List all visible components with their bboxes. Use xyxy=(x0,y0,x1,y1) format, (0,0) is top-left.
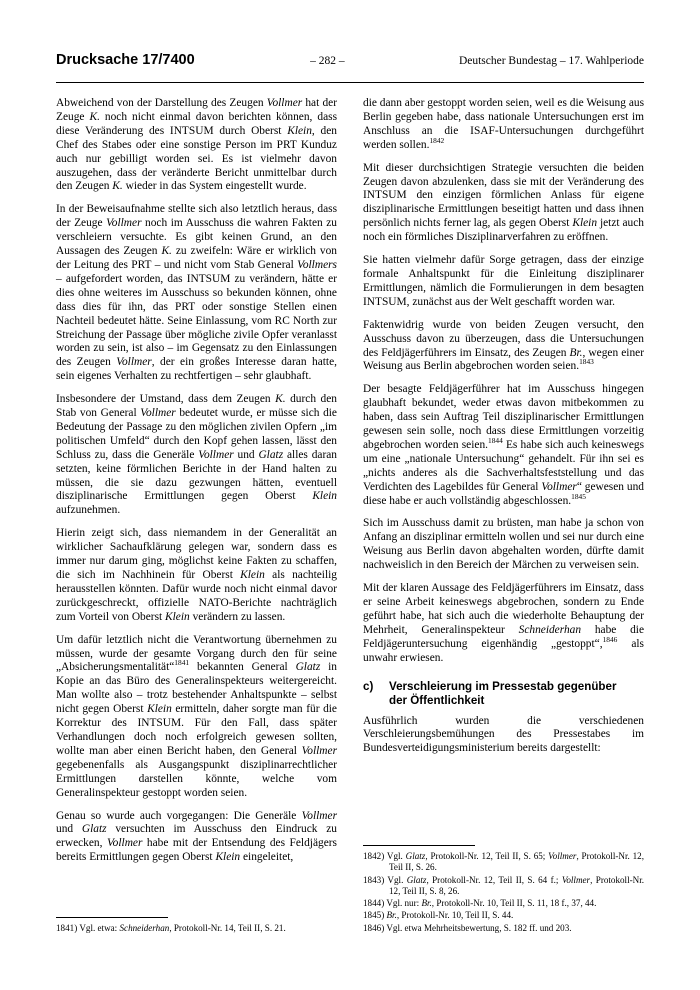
page-header xyxy=(56,52,644,78)
document-identifier xyxy=(56,52,195,68)
section-title-line1: Verschleierung im Pressestab gegenüber xyxy=(389,679,617,693)
footnote: 1845) Br., Protokoll-Nr. 10, Teil II, S. 44. xyxy=(363,910,514,921)
left-footnotes xyxy=(56,912,337,935)
right-column xyxy=(363,97,644,935)
footnote: 1843) Vgl. Glatz, Protokoll-Nr. 12, Teil II, S. 64 f.; Vollmer, Protokoll-Nr. 12, Teil II, S. 8, 26. xyxy=(363,874,645,896)
paragraph: Genau so wurde auch vorgegangen: Die Generäle Vollmer und Glatz versuchten im Ausschuss den Eindruck zu erwecken, Vollmer habe mit der Entsendung des Feldjägers bereits Ermittlungen gegen Oberst Klein eingeleitet, xyxy=(56,809,338,864)
footnote-divider xyxy=(363,845,475,846)
drucksache-number: 17/7400 xyxy=(142,52,195,68)
footnote: 1841) Vgl. etwa: Schneiderhan, Protokoll-Nr. 14, Teil II, S. 21. xyxy=(56,922,286,933)
footnote: 1846) Vgl. etwa Mehrheitsbewertung, S. 182 ff. und 203. xyxy=(363,922,572,933)
header-parliament-period: Deutscher Bundestag – 17. Wahlperiode xyxy=(458,55,644,67)
paragraph: In der Beweisaufnahme stellte sich also letztlich heraus, dass der Zeuge Vollmer noch im Ausschuss die wahren Fakten zu verschleiern versuchte. Es gibt keinen Grund, an den Aussagen des Zeugen K. zu zweifeln: Wäre er wirklich von der Leitung des PRT – und nicht vom Stab General Vollmers – aufgefordert worden, das INTSUM zu verändern, hätte er dies ohne weiteres im Ausschuss so bekunden können, ohne dass dies für ihn, das PRT oder sonstige Stellen einen Nachteil bedeutet hätte. Seine Einlassung, vom RC North zur Streichung der Passage über mögliche zivile Opfer veranlasst worden zu sein, ist also – im Gegensatz zu den Einlassungen des Zeugen Vollmer, der ein großes Interesse daran hatte, sein eigenes Verhalten zu rechtfertigen – sehr glaubhaft. xyxy=(56,203,338,383)
section-heading xyxy=(363,680,644,708)
paragraph: Abweichend von der Darstellung des Zeugen Vollmer hat der Zeuge K. noch nicht einmal davon berichten können, dass diese Veränderung des INTSUM durch Oberst Klein, den Chef des Stabes oder eine sonstige Person im PRT Kunduz auch nur gebilligt worden sei. Es ist vielmehr davon auszugehen, dass der veränderte Bericht unmittelbar durch den Zeugen K. wieder in das System eingestellt wurde. xyxy=(56,97,338,193)
footnote: 1842) Vgl. Glatz, Protokoll-Nr. 12, Teil II, S. 65; Vollmer, Protokoll-Nr. 12, Teil II, S. 26. xyxy=(363,850,644,873)
paragraph: Faktenwidrig wurde von beiden Zeugen versucht, den Ausschuss davon zu überzeugen, dass die Untersuchungen des Feldjägerführers im Einsatz, des Zeugen Br., wegen einer Weisung aus Berlin abgebrochen worden seien.$^{1843}$ xyxy=(363,318,644,373)
paragraph: Insbesondere der Umstand, dass dem Zeugen K. durch den Stab von General Vollmer bedeutet wurde, er müsse sich die Bedeutung der Passage zu den möglichen zivilen Opfern „im politischen Umfeld“ durch den Kopf gehen lassen, lässt den Schluss zu, dass die Generäle Vollmer und Glatz alles daran setzten, keine förmlichen Berichte in der Hand halten zu müssen, die sie dazu gezwungen hätten, eventuell disziplinarische Ermittlungen gegen Oberst Klein aufzunehmen. xyxy=(56,393,337,517)
paragraph: Hierin zeigt sich, dass niemandem in der Generalität an wirklicher Sachaufklärung gelegen war, sondern dass es immer nur darum ging, möglichst keine Fakten zu schaffen, die sich im Nachhinein für Oberst Klein als nachteilig herausstellen könnten. Dafür wurde noch nicht einmal davor zurückgeschreckt, offizielle NATO-Berichte nachträglich zum Vorteil von Oberst Klein verändern zu lassen. xyxy=(56,527,337,623)
footnote-divider xyxy=(56,917,168,918)
drucksache-label: Drucksache xyxy=(56,52,139,68)
right-footnotes xyxy=(363,840,644,935)
paragraph: Sie hatten vielmehr dafür Sorge getragen, dass der einzige formale Anhaltspunkt für die Einleitung disziplinarer Ermittlungen, nämlich die Formulierungen in dem besagten INTSUM, zunächst aus der Welt geschafft worden war. xyxy=(363,254,644,308)
paragraph: Ausführlich wurden die verschiedenen Verschleierungsbemühungen des Pressestabes im Bundesverteidigungsministerium bereits dargestellt: xyxy=(363,714,644,755)
paragraph: Mit dieser durchsichtigen Strategie versuchten die beiden Zeugen davon abzulenken, dass sie mit der Veränderung des INTSUM den einzigen förmlichen Anlass für eigene disziplinarische Ermittlungen beseitigt hatten und dass ihnen persönlich nichts ferner lag, als gegen Oberst Klein jetzt auch noch ein förmliches Disziplinarverfahren zu eröffnen. xyxy=(363,161,644,244)
paragraph: Sich im Ausschuss damit zu brüsten, man habe ja schon von Anfang an disziplinar ermitteln wollen und sei nur durch eine Weisung aus Berlin davon abgehalten worden, dürfte damit nachweislich in den Bereich der Märchen zu verweisen sein. xyxy=(363,517,644,572)
left-column-text xyxy=(56,97,337,912)
page-number: – 282 – xyxy=(310,55,345,67)
section-title xyxy=(389,680,644,708)
paragraph: Um dafür letztlich nicht die Verantwortung übernehmen zu müssen, wurde der gesamte Vorgang durch den für seine „Absicherungsmentalität“$^{1841}$ bekannten General Glatz in Kopie an das Büro des Generalinspekteurs weitergereicht. Man wollte also – trotz bestehender Anhaltspunkte – selbst nicht gegen Oberst Klein ermitteln, daher sorgte man für die Korrektur des INTSUM. Für den Fall, dass später Verhandlungen doch noch erfolgreich gewesen sollten, wollte man aber einen Bericht haben, den General Vollmer gegebenenfalls als Ausgangspunkt disziplinarrechtlicher Ermittlungen darstellen könnte, welche vom Generalinspekteur gestoppt worden seien. xyxy=(56,633,337,799)
section-title-line2: der Öffentlichkeit xyxy=(389,693,485,707)
right-column-text xyxy=(363,97,644,840)
paragraph: Der besagte Feldjägerführer hat im Ausschuss hingegen glaubhaft bekundet, weder etwas davon mitbekommen zu haben, dass sein Auftrag Teil disziplinarischer Ermittlungen gewesen sein solle, noch dass diese Ermittlungen vorzeitig abgebrochen worden seien.$^{1844}$ Es habe sich auch keineswegs um eine „nationale Untersuchung“ gehandelt. Für ihn sei es „nichts anderes als die Sachverhaltsfeststellung und das Verdichten des Lagebildes für General Vollmer“ gewesen und diese habe er auch vollständig abgeschlossen.$^{1845}$ xyxy=(363,383,645,507)
two-column-body xyxy=(56,97,644,935)
footnote: 1844) Vgl. nur: Br., Protokoll-Nr. 10, Teil II, S. 11, 18 f., 37, 44. xyxy=(363,898,597,909)
section-letter: c) xyxy=(363,679,374,693)
left-column xyxy=(56,97,337,935)
paragraph: Mit der klaren Aussage des Feldjägerführers im Einsatz, dass er seine Arbeit keineswegs abgebrochen, sondern zu Ende geführt habe, hat sich auch die wiederholte Behauptung der Mehrheit, Generalinspekteur Schneiderhan habe die Feldjägeruntersuchung eigenhändig „gestoppt“,$^{1846}$ als unwahr erwiesen. xyxy=(363,582,644,664)
paragraph: die dann aber gestoppt worden seien, weil es die Weisung aus Berlin gegeben habe, dass nationale Untersuchungen erst im Anschluss an die ISAF-Untersuchungen durchgeführt werden sollen.$^{1842}$ xyxy=(363,97,644,151)
header-divider xyxy=(56,82,644,83)
